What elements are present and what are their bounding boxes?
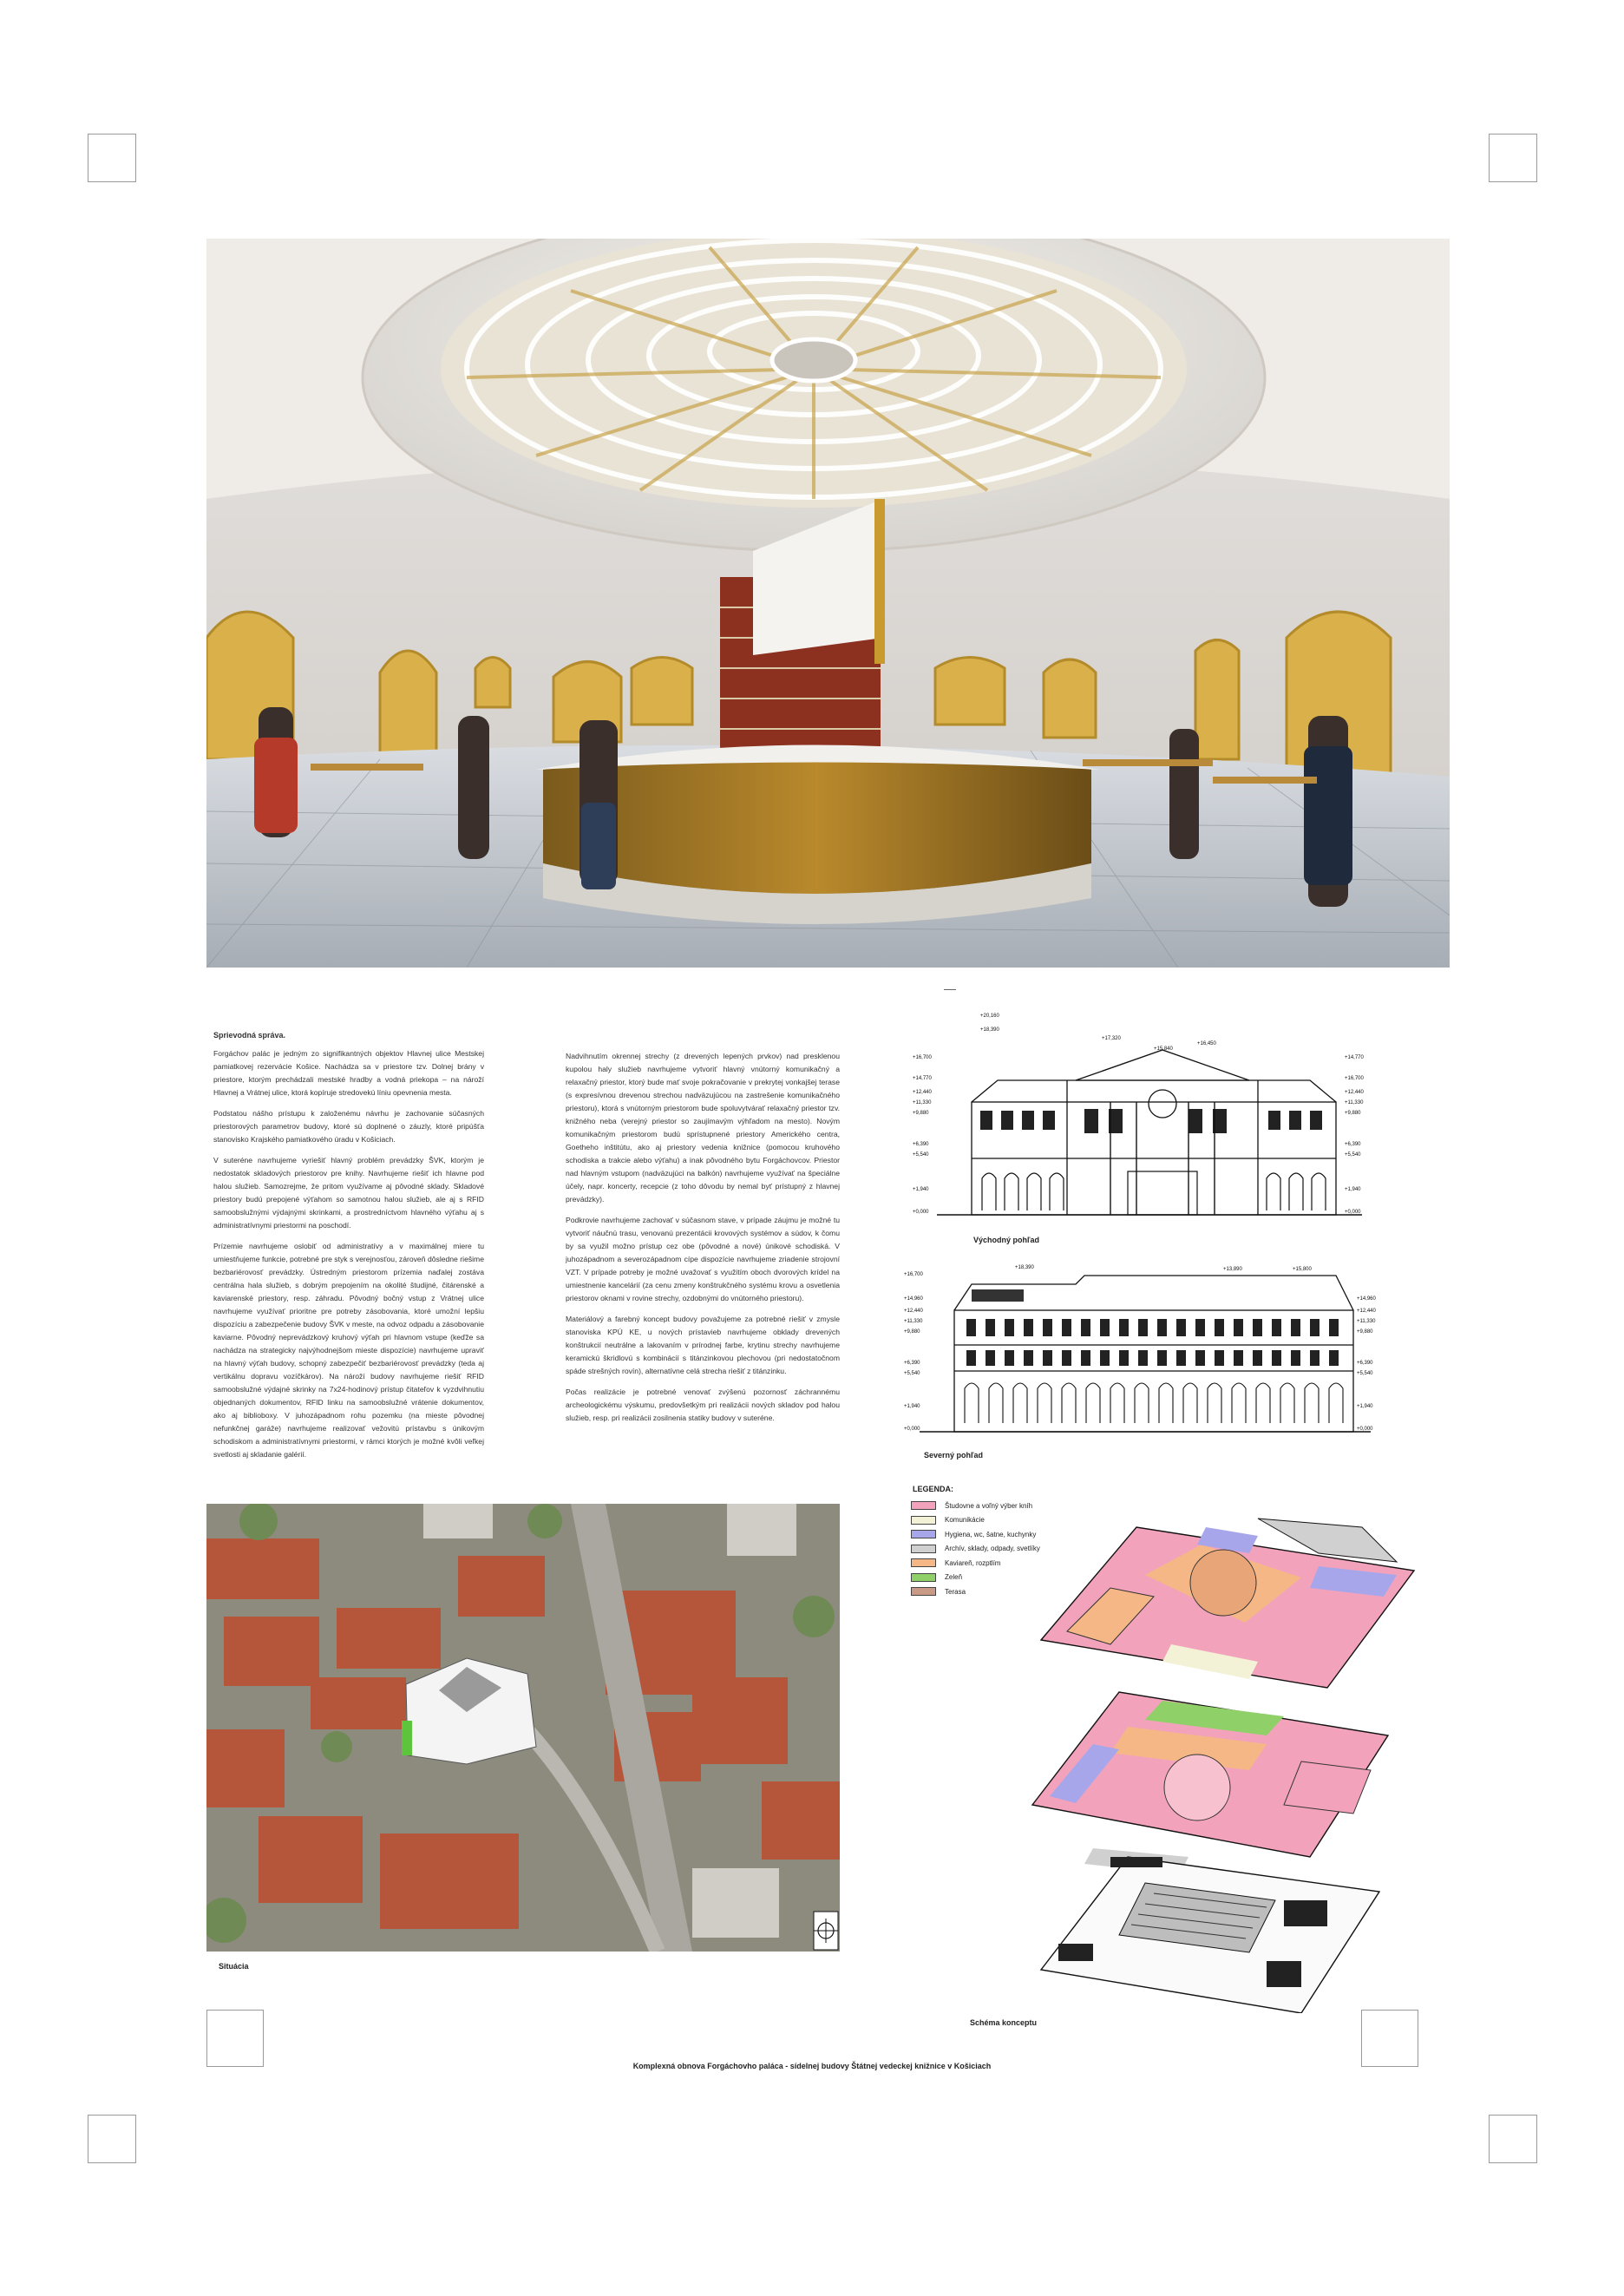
legend-label: Študovne a voľný výber kníh xyxy=(945,1501,1033,1510)
level-label: +9,880 xyxy=(904,1329,920,1335)
report-paragraph: Materiálový a farebný koncept budovy považujeme za potrebné riešiť v zmysle stanoviska KPÚ KE, u nových prístavieb navrhujeme obklady drevených konštrukcií neutrálne a lakovaním v prírodnej farbe, krytinu strechy navrhujeme keramickú škridlovú s kombinácií s titánzinkovou plechovou (pri nedostatočnom spáde strešných rovín), alternatívne celá strecha riešiť z titánzinku. xyxy=(566,1315,840,1375)
report-column-1 xyxy=(213,1029,484,1469)
level-label: +6,390 xyxy=(1345,1142,1361,1147)
level-label: +17,320 xyxy=(1102,1036,1121,1041)
level-label: +6,390 xyxy=(913,1142,929,1147)
poster-footer-title: Komplexná obnova Forgáchovho paláca - sídelnej budovy Štátnej vedeckej knižnice v Košiciach xyxy=(632,2062,992,2070)
level-label: +9,880 xyxy=(1357,1329,1373,1335)
crop-mark-top-left xyxy=(88,134,136,182)
level-label: +0,000 xyxy=(1345,1210,1361,1215)
legend-label: Komunikácie xyxy=(945,1516,985,1525)
level-label: +12,440 xyxy=(1345,1090,1364,1095)
level-label: +9,880 xyxy=(1345,1111,1361,1116)
level-label: +20,160 xyxy=(980,1014,999,1019)
level-label: +5,540 xyxy=(913,1152,929,1158)
level-label: +16,700 xyxy=(1345,1076,1364,1081)
concept-caption: Schéma konceptu xyxy=(970,2018,1038,2027)
level-label: +16,700 xyxy=(913,1055,932,1060)
crop-mark-bottom-right xyxy=(1489,2115,1537,2163)
legend-title: LEGENDA: xyxy=(913,1485,953,1493)
level-label: +9,880 xyxy=(913,1111,929,1116)
level-label: +6,390 xyxy=(1357,1361,1373,1366)
north-elevation xyxy=(902,1258,1388,1449)
report-paragraph: Nadvihnutím okrennej strechy (z drevených lepených prvkov) nad presklenou kupolou haly služieb navrhujeme vytvoriť hlavný vnútorný komunikačný a relaxačný priestor, ktorý bude mať svoje pokračovanie v prekrytej vonkajšej terase (s expresívnou drevenou strechou nadväzujúcou na zastrešenie komunikačného priestoru), ktorá s vnútorným priestorom bude spoluvytvárať relaxačný priestor tzv. knižného neba (verejný priestor so zaujímavým výhľadom na mesto). Novým komunikačným priestorom budú sprístupnené priestory Amerického centra, Goetheho inštitútu, ako aj priestory vedenia knižnice (pomocou kruhového schodiska a trakcie alebo výťahu) a inak pôvodného bytu Forgáchovcov. Priestor nad hlavným vstupom (nadväzujúci na balkón) navrhujeme využívať na špeciálne účely, napr. koncerty, recepcie (z toho dôvodu by nemal byť prístupný z hlavnej prevádzky). xyxy=(566,1052,840,1204)
concept-scheme xyxy=(911,1492,1431,2013)
exploded-floor-plans xyxy=(911,1492,1431,2013)
level-label: +5,540 xyxy=(1345,1152,1361,1158)
report-paragraph: Podkrovie navrhujeme zachovať v súčasnom stave, v prípade záujmu je možné tu vytvoriť náučnú trasu, venovanú prezentácii krovových systémov a súdov, k čomu by sa využil možno prístup cez obe (pôvodné a nové) únikové schodiská. V juhozápadnom a severozápadnom cípe dispozície navrhujeme zriadenie strojovní VZT. V prípade potreby je možné uvažovať s využitím oboch dvorových krídel na umiestnenie kancelárií (za cenu zmeny konštrukčného systému krovu a osvetlenia priestorov oknami v rovine strechy, ozdobnými do vnútorného priestoru). xyxy=(566,1216,840,1302)
level-label: +11,330 xyxy=(1357,1319,1376,1324)
level-label: +16,450 xyxy=(1197,1041,1216,1046)
level-label: +14,770 xyxy=(1345,1055,1364,1060)
level-label: +15,840 xyxy=(1154,1046,1173,1052)
level-label: +12,440 xyxy=(904,1309,923,1314)
level-label: +5,540 xyxy=(1357,1371,1373,1376)
legend-label: Zeleň xyxy=(945,1573,963,1582)
east-elevation xyxy=(911,1007,1379,1241)
level-label: +0,000 xyxy=(1357,1427,1373,1432)
north-arrow-icon xyxy=(814,1912,838,1950)
level-label: +16,700 xyxy=(904,1272,923,1277)
level-label: +1,940 xyxy=(913,1187,929,1192)
library-hall-illustration xyxy=(206,239,1450,968)
crop-mark-mid-right xyxy=(1361,2010,1418,2067)
north-elevation-drawing xyxy=(902,1258,1388,1449)
report-paragraph: Prízemie navrhujeme oslobiť od administratívy a v maximálnej miere tu umiestňujeme funkcie, potrebné pre styk s verejnosťou, zároveň dôsledne riešime bezbariérovosť prevádzky. Ústredným priestorom prízemia naďalej zostáva centrálna hala služieb, s dobrým prepojením na okolité študijné, čitárenské a kaviarenské priestory, resp. záhradu. Pôvodný bočný vstup z Vrátnej ulice navrhujeme využívať prioritne pre potreby zásobovania, ktoré umožní lepšiu dispozíciu a zabezpečenie budovy ŠVK v meste, na odvoz odpadu a zásobovanie kaviarne. Pôvodný neprevádzkový kruhový výťah pri hlavnom vstupe (keďže sa nachádza na strategicky najvýhodnejšom mieste dispozície) navrhujeme upraviť na hlavný výťah budovy, schopný zabezpečiť bezbariérovosť prevádzky (teda aj vertikálnu dopravu vozíčkárov). Na nároží budovy navrhujeme riešiť RFID samoobslužné výdajné skrinky na 7x24-hodinový prístup čitateľov k vyzdvihnutiu objednaných dokumentov, RFID linku na samoobslužné vrátenie dokumentov, ako aj biblioboxy. V juhozápadnom rohu pozemku (na mieste pôvodnej nefunkčnej garáže) navrhujeme realizovať vežovitú prístavbu s únikovým schodiskom a administratívnymi priestormi, v rámci ktorých je možné kvôli veľkej svetlosti aj skladanie galérií. xyxy=(213,1242,484,1459)
report-paragraph: Podstatou nášho prístupu k založenému návrhu je zachovanie súčasných priestorových parametrov budovy, ktoré sú doplnené o záuzly, ktoré pripúšťa stanovisko Krajského pamiatkového úradu v Košiciach. xyxy=(213,1109,484,1144)
legend-label: Kaviareň, rozptlím xyxy=(945,1558,1001,1567)
crop-mark-bottom-left xyxy=(88,2115,136,2163)
level-label: +1,940 xyxy=(904,1404,920,1409)
report-paragraph: Forgáchov palác je jedným zo signifikantných objektov Hlavnej ulice Mestskej pamiatkovej rezervácie Košice. Nachádza sa v priestore tzv. Dolnej brány v priestore, ktorým prechádzali mestské hradby a vodná priekopa – na nároží Hlavnej a Vrátnej ulice, ktorá kopíruje stredovekú líniu opevnenia mesta. xyxy=(213,1049,484,1097)
crop-mark-top-right xyxy=(1489,134,1537,182)
level-label: +5,540 xyxy=(904,1371,920,1376)
aerial-photo xyxy=(206,1504,840,1952)
level-label: +18,390 xyxy=(980,1027,999,1033)
east-elevation-caption: Východný pohľad xyxy=(973,1236,1039,1244)
level-label: +13,890 xyxy=(1223,1267,1242,1272)
level-label: +15,800 xyxy=(1293,1267,1312,1272)
level-label: +12,440 xyxy=(1357,1309,1376,1314)
level-label: +0,000 xyxy=(904,1427,920,1432)
level-label: +11,330 xyxy=(913,1100,932,1105)
crop-mark-mid-left xyxy=(206,2010,264,2067)
level-label: +12,440 xyxy=(913,1090,932,1095)
report-heading: Sprievodná správa. xyxy=(213,1031,286,1040)
level-label: +18,390 xyxy=(1015,1265,1034,1270)
level-label: +1,940 xyxy=(1357,1404,1373,1409)
legend-label: Terasa xyxy=(945,1587,966,1596)
report-paragraph: Počas realizácie je potrebné venovať zvýšenú pozornosť záchrannému archeologickému výskumu, predovšetkým pri realizácii nových skladov pod halou služieb, resp. pri realizácii zosilnenia statiky budovy v suteréne. xyxy=(566,1387,840,1422)
legend-label: Hygiena, wc, šatne, kuchynky xyxy=(945,1530,1037,1538)
north-elevation-caption: Severný pohľad xyxy=(924,1451,983,1460)
divider-dash xyxy=(944,989,956,990)
east-elevation-drawing xyxy=(911,1007,1379,1241)
level-label: +0,000 xyxy=(913,1210,929,1215)
level-label: +11,330 xyxy=(904,1319,923,1324)
report-column-2 xyxy=(566,1050,840,1433)
level-label: +14,770 xyxy=(913,1076,932,1081)
legend-label: Archív, sklady, odpady, svetlíky xyxy=(945,1545,1040,1553)
interior-render xyxy=(206,239,1450,968)
level-label: +14,960 xyxy=(1357,1296,1376,1302)
level-label: +11,330 xyxy=(1345,1100,1364,1105)
level-label: +1,940 xyxy=(1345,1187,1361,1192)
situation-caption: Situácia xyxy=(219,1962,249,1971)
level-label: +6,390 xyxy=(904,1361,920,1366)
report-paragraph: V suteréne navrhujeme vyriešiť hlavný problém prevádzky ŠVK, ktorým je nedostatok skladových priestorov pre knihy. Navrhujeme riešiť ich hlavne pod halou služieb. Samozrejme, že pritom využívame aj pôvodné sklady. Skladové priestory budú prepojené výťahom so samotnou halou služieb, ale aj s RFID samoobslužnými výdajnými skrinkami, a prostredníctvom hlavného výťahu aj s administratívnymi priestormi na poschodí. xyxy=(213,1156,484,1230)
level-label: +14,960 xyxy=(904,1296,923,1302)
situation-map xyxy=(206,1504,840,1952)
